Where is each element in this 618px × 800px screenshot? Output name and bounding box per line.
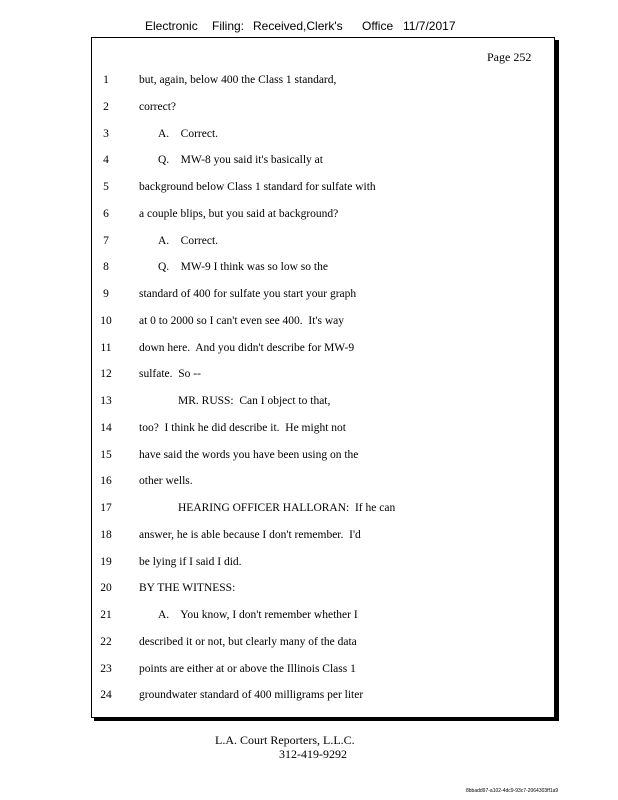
line-number: 4: [103, 154, 109, 167]
transcript-line: [0, 556, 618, 574]
line-text: HEARING OFFICER HALLORAN: If he can: [178, 502, 396, 514]
line-number: 1: [103, 74, 109, 86]
header-received: Received,Clerk's: [253, 19, 343, 33]
transcript-line: [0, 315, 618, 333]
line-text: A. Correct.: [158, 127, 219, 140]
line-number: 14: [100, 421, 112, 434]
line-number: 17: [100, 502, 112, 514]
line-text: at 0 to 2000 so I can't even see 400. It's way: [139, 314, 345, 327]
transcript-line: [0, 582, 618, 600]
transcript-line: [0, 636, 618, 654]
transcript-line: [0, 422, 618, 440]
line-number: 21: [100, 609, 112, 621]
line-number: 22: [100, 635, 112, 648]
line-text: other wells.: [139, 475, 193, 488]
transcript-line: [0, 609, 618, 627]
transcript-line: [0, 502, 618, 520]
line-number: 15: [100, 448, 112, 461]
line-text: answer, he is able because I don't remember. I'd: [139, 528, 361, 541]
line-number: 16: [100, 475, 112, 488]
line-number: 12: [100, 368, 112, 381]
page-number: Page 252: [487, 50, 532, 64]
line-text: down here. And you didn't describe for MW-9: [139, 341, 355, 354]
transcript-line: [0, 128, 618, 146]
transcript-line: [0, 449, 618, 467]
footer-company: L.A. Court Reporters, L.L.C.: [215, 733, 355, 747]
header-office: Office: [362, 19, 394, 33]
header-date: 11/7/2017: [403, 19, 456, 33]
transcript-line: [0, 342, 618, 360]
transcript-line: [0, 689, 618, 707]
line-number: 2: [103, 100, 109, 113]
filing-header: [145, 19, 505, 35]
transcript-line: [0, 154, 618, 172]
line-number: 18: [100, 528, 112, 541]
line-text: but, again, below 400 the Class 1 standard,: [139, 74, 337, 86]
line-number: 3: [103, 127, 109, 140]
line-number: 7: [103, 234, 109, 247]
transcript-line: [0, 663, 618, 681]
transcript-line: [0, 288, 618, 306]
line-text: points are either at or above the Illinois Class 1: [139, 662, 356, 675]
line-text: Q. MW-9 I think was so low so the: [158, 261, 328, 274]
document-id: 8bbadd97-a102-4dc9-93c7-2064303ff1a9: [466, 788, 559, 794]
line-text: sulfate. So --: [139, 368, 201, 381]
line-text: Q. MW-8 you said it's basically at: [158, 154, 323, 167]
line-text: too? I think he did describe it. He might not: [139, 421, 346, 434]
line-text: background below Class 1 standard for sulfate with: [139, 181, 376, 193]
header-electronic: Electronic: [145, 19, 198, 33]
transcript-line: [0, 235, 618, 253]
line-text: BY THE WITNESS:: [139, 582, 236, 595]
line-text: MR. RUSS: Can I object to that,: [178, 395, 331, 407]
transcript-line: [0, 101, 618, 119]
footer-phone: 312-419-9292: [279, 747, 347, 761]
page-shadow-bottom: [94, 718, 559, 721]
line-text: have said the words you have been using on the: [139, 448, 359, 461]
transcript-line: [0, 368, 618, 386]
transcript-line: [0, 475, 618, 493]
transcript-line: [0, 181, 618, 199]
header-filing: Filing:: [212, 19, 245, 33]
line-number: 11: [100, 341, 112, 354]
line-number: 20: [100, 582, 112, 595]
transcript-line: [0, 529, 618, 547]
transcript-line: [0, 261, 618, 279]
transcript-line: [0, 395, 618, 413]
line-text: A. Correct.: [158, 234, 219, 247]
line-number: 19: [100, 555, 112, 568]
line-text: correct?: [139, 100, 177, 113]
line-number: 10: [100, 314, 112, 327]
line-text: a couple blips, but you said at background?: [139, 207, 339, 220]
line-number: 24: [100, 689, 112, 702]
line-text: described it or not, but clearly many of the data: [139, 635, 357, 648]
line-number: 8: [103, 261, 109, 274]
line-text: A. You know, I don't remember whether I: [158, 609, 358, 621]
line-text: groundwater standard of 400 milligrams per liter: [139, 689, 364, 702]
line-number: 23: [100, 662, 112, 675]
transcript-line: [0, 208, 618, 226]
line-text: standard of 400 for sulfate you start your graph: [139, 288, 357, 300]
line-number: 5: [103, 181, 109, 193]
line-text: be lying if I said I did.: [139, 555, 242, 568]
transcript-line: [0, 74, 618, 92]
line-number: 9: [103, 288, 109, 300]
line-number: 6: [103, 207, 109, 220]
line-number: 13: [100, 395, 112, 407]
